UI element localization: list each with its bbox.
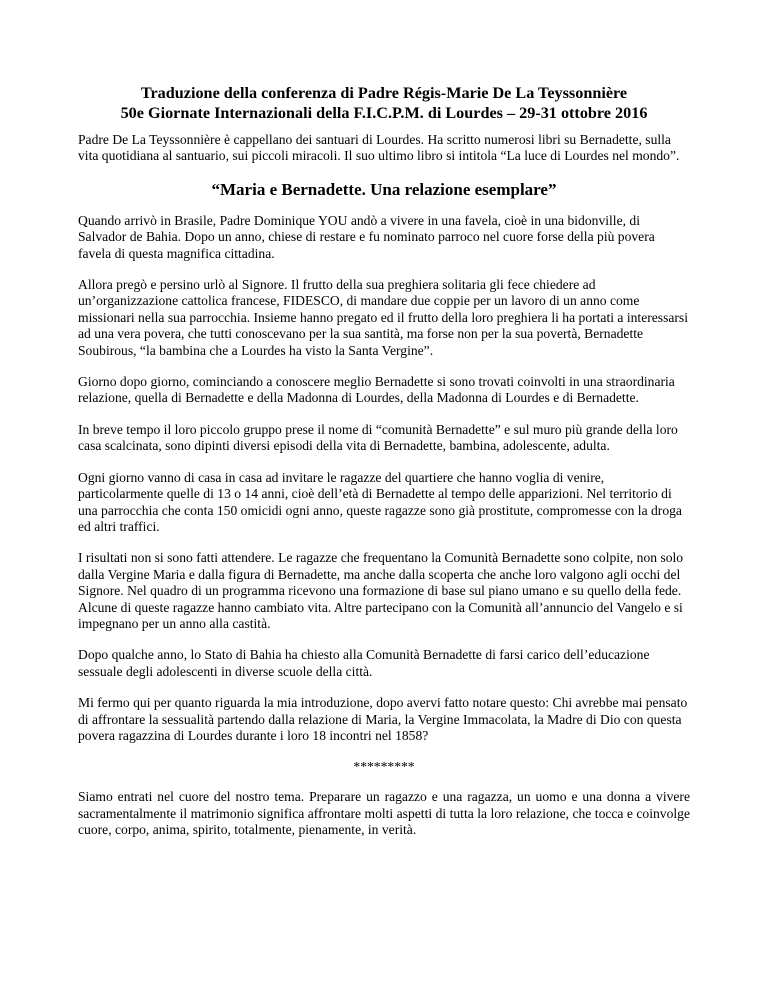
body-paragraph-5: Ogni giorno vanno di casa in casa ad invitare le ragazze del quartiere che hanno voglia di venire, particolarmente quelle di 13 o 14 anni, cioè dell’età di Bernadette al tempo delle apparizioni. Nel territorio di una parrocchia che conta 150 omicidi ogni anno, queste ragazze sono già prostitute, compromesse con la droga ed altri traffici. xyxy=(78,469,682,534)
section-subtitle: “Maria e Bernadette. Una relazione esemplare” xyxy=(211,179,557,199)
body-paragraph-7: Dopo qualche anno, lo Stato di Bahia ha chiesto alla Comunità Bernadette di farsi carico dell’educazione sessuale degli adolescenti in diverse scuole della città. xyxy=(78,647,650,679)
body-paragraph-2: Allora pregò e persino urlò al Signore. Il frutto della sua preghiera solitaria gli fece chiedere ad un’organizzazione cattolica francese, FIDESCO, di mandare due coppie per un lavoro di un anno come missionari nella sua parrocchia. Insieme hanno pregato ed il frutto della loro preghiera li ha portati a interessarsi ad una vera povera, che tutti conoscevano per la sua santità, ma forse non per la sua povertà, Bernadette Soubirous, “la bambina che a Lourdes ha visto la Santa Vergine”. xyxy=(78,277,688,358)
section-separator: ********* xyxy=(353,759,415,775)
body-paragraph-1: Quando arrivò in Brasile, Padre Dominique YOU andò a vivere in una favela, cioè in una bidonville, di Salvador de Bahia. Dopo un anno, chiese di restare e fu nominato parroco nel cuore forse della più povera favela di questa magnifica cittadina. xyxy=(78,212,655,261)
title-line-1: Traduzione della conferenza di Padre Régis-Marie De La Teyssonnière xyxy=(140,84,628,102)
document-title xyxy=(60,83,708,123)
intro-paragraph: Padre De La Teyssonnière è cappellano dei santuari di Lourdes. Ha scritto numerosi libri su Bernadette, sulla vita quotidiana al santuario, sui piccoli miracoli. Il suo ultimo libro si intitola “La luce di Lourdes nel mondo”. xyxy=(78,132,680,164)
body-paragraph-8: Mi fermo qui per quanto riguarda la mia introduzione, dopo avervi fatto notare questo: Chi avrebbe mai pensato di affrontare la sessualità partendo dalla relazione di Maria, la Vergine Immacolata, la Madre di Dio con questa povera ragazzina di Lourdes durante i loro 18 incontri nel 1858? xyxy=(78,695,688,743)
document-body xyxy=(78,132,690,854)
body-paragraph-4: In breve tempo il loro piccolo gruppo prese il nome di “comunità Bernadette” e sul muro più grande della loro casa scalcinata, sono dipinti diversi episodi della vita di Bernadette, bambina, adolescente, adulta. xyxy=(78,421,678,454)
title-line-2: 50e Giornate Internazionali della F.I.C.P.M. di Lourdes – 29-31 ottobre 2016 xyxy=(120,104,648,122)
body-paragraph-6: I risultati non si sono fatti attendere. Le ragazze che frequentano la Comunità Bernadette sono colpite, non solo dalla Vergine Maria e dalla figura di Bernadette, ma anche dalla scoperta che anche loro valgono agli occhi del Signore. Nel quadro di un programma ricevono una formazione di base sul piano umano e su quello della fede. Alcune di queste ragazze hanno cambiato vita. Altre partecipano con la Comunità all’annuncio del Vangelo e si impegnano per un anno alla castità. xyxy=(78,550,684,631)
body-paragraph-3: Giorno dopo giorno, cominciando a conoscere meglio Bernadette si sono trovati coinvolti in una straordinaria relazione, quella di Bernadette e della Madonna di Lourdes, della Madonna di Lourdes e di Bernadette. xyxy=(78,374,675,406)
closing-paragraph: Siamo entrati nel cuore del nostro tema. Preparare un ragazzo e una ragazza, un uomo e una donna a vivere sacramentalmente il matrimonio significa affrontare molti aspetti di tutta la loro relazione, che tocca e coinvolge cuore, corpo, anima, spirito, totalmente, pienamente, in verità. xyxy=(78,789,690,838)
